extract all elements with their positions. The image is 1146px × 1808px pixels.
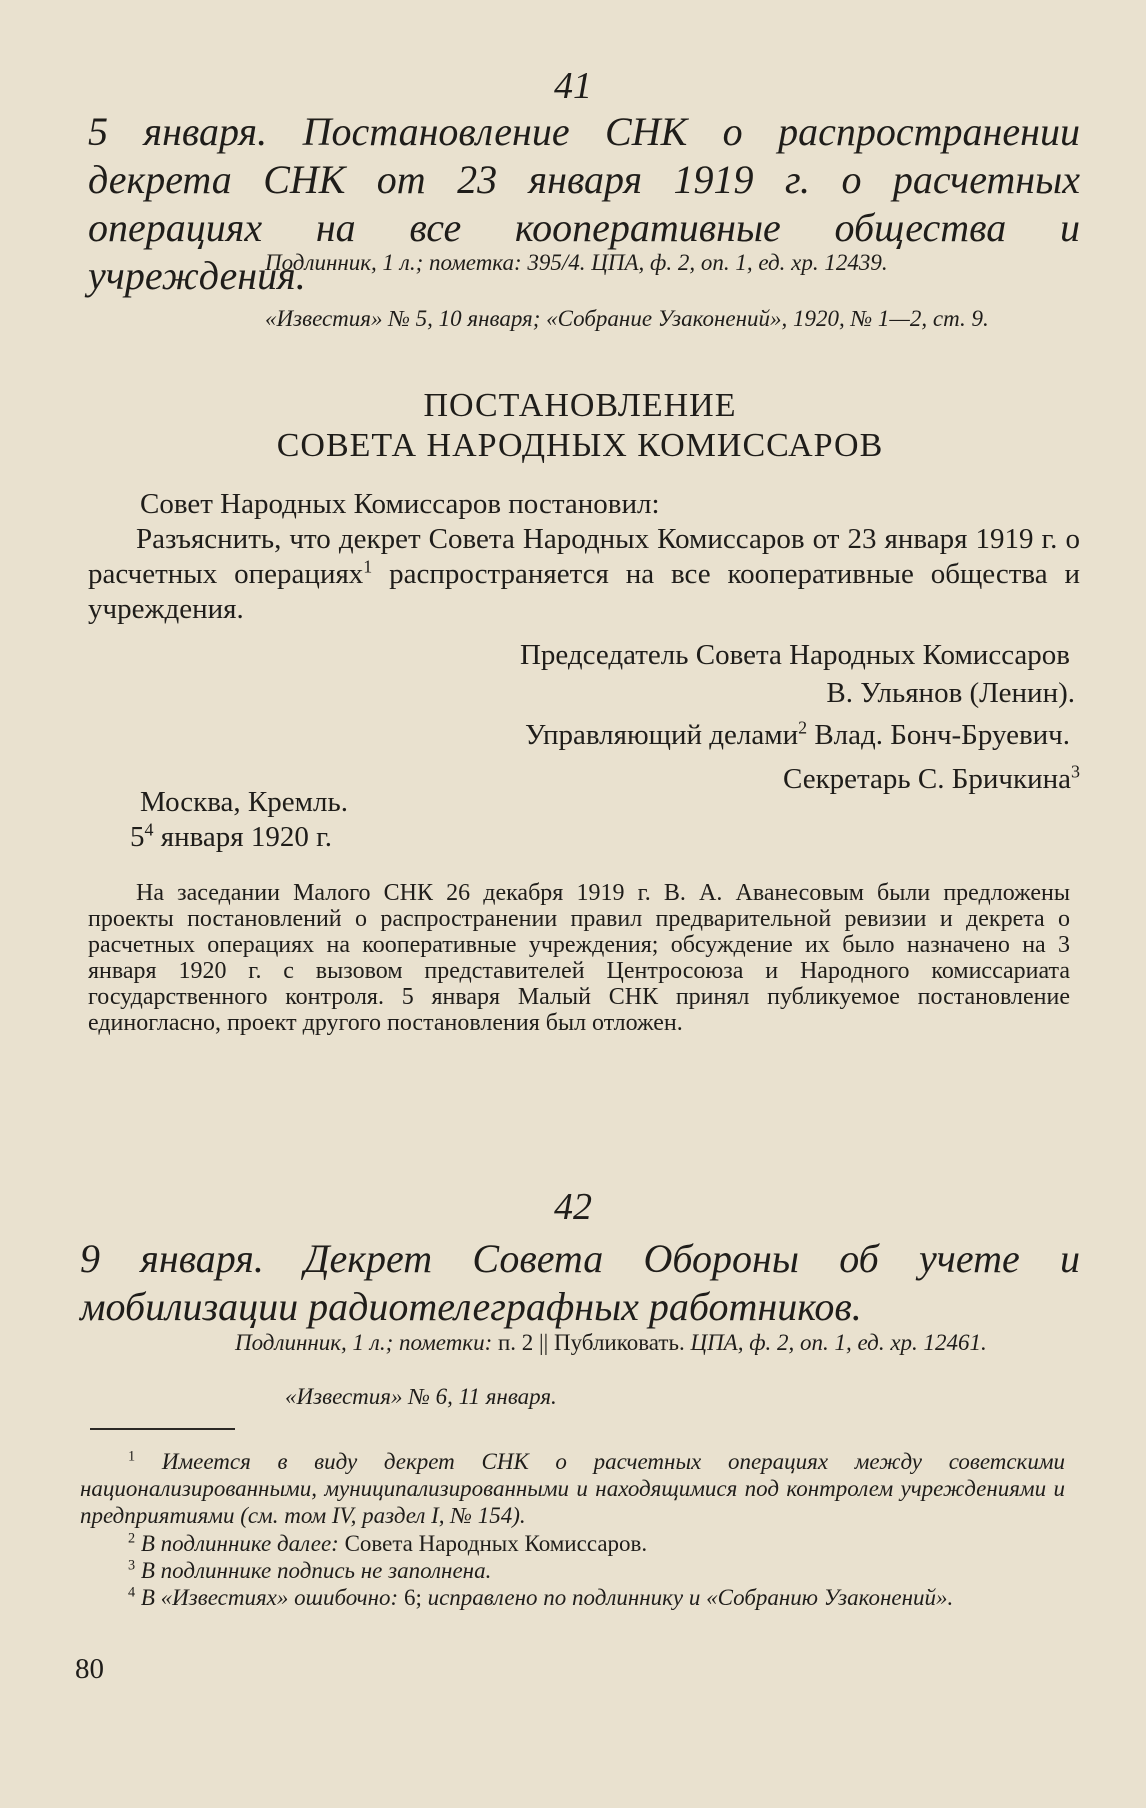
footnote-1 (80, 1448, 1065, 1529)
doc41-intro: Совет Народных Комиссаров постановил: (140, 488, 660, 520)
footnote-2-text: Совета Народных Комиссаров. (344, 1531, 648, 1556)
chair-name: В. Ульянов (Ленин). (826, 677, 1075, 709)
date-day: 5 (130, 821, 145, 853)
doc42-source-line2: «Известия» № 6, 11 января. (285, 1384, 557, 1409)
doc42-source-b: п. 2 || Публиковать. (497, 1330, 685, 1355)
footnote-2 (128, 1530, 1068, 1557)
doc41-title: 5 января. Постановление СНК о распространении декрета СНК от 23 января 1919 г. о расчетных операциях на все кооперативные общества и учреждения. (88, 109, 1080, 298)
footnote-ref-4: 4 (144, 819, 154, 840)
footnote-1-text: Имеется в виду декрет СНК о расчетных операциях между советскими национализированными, муниципализированными и находящимися под контролем учреждениями и предприятиями (см. том IV, раздел I, № 154). (80, 1449, 1065, 1528)
doc42-archive-source (235, 1330, 1070, 1356)
doc42-source-a: Подлинник, 1 л.; пометки: (235, 1330, 493, 1355)
doc41-source-line2: «Известия» № 5, 10 января; «Собрание Узаконений», 1920, № 1—2, ст. 9. (265, 306, 989, 331)
footnote-2-mark: 2 (128, 1530, 136, 1547)
page-number: 80 (75, 1653, 104, 1685)
footnote-ref-2: 2 (798, 717, 808, 738)
doc-number-41: 41 (554, 65, 592, 107)
chair-title: Председатель Совета Народных Комиссаров (519, 639, 1070, 671)
doc42-title: 9 января. Декрет Совета Обороны об учете и мобилизации радиотелеграфных работников. (80, 1236, 1080, 1329)
doc-number-42: 42 (554, 1186, 592, 1228)
footnote-ref-1: 1 (363, 556, 373, 577)
manager-signature (300, 718, 1070, 753)
place: Москва, Кремль. (140, 786, 348, 818)
footnote-4 (80, 1584, 1065, 1611)
doc41-commentary: На заседании Малого СНК 26 декабря 1919 г. В. А. Аванесовым были предложены проекты постановлений о распространении правил предварительной ревизии и декрета о расчетных операциях на кооперативные учреждения; обсуждение их было назначено на 3 января 1920 г. с вызовом представителей Центросоюза и Народного комиссариата государственного контроля. 5 января Малый СНК принял публикуемое постановление единогласно, проект другого постановления был отложен. (88, 880, 1070, 1036)
date-rest: января 1920 г. (160, 821, 332, 853)
footnote-3-mark: 3 (128, 1557, 136, 1574)
footnote-2-label: В подлиннике далее: (140, 1531, 339, 1556)
doc42-publication-source (285, 1384, 1065, 1410)
resolution-text-1: Разъяснить, что декрет Совета Народных Комиссаров от 23 января 1919 г. о расчетных операциях (88, 523, 1080, 590)
doc42-source-c: ЦПА, ф. 2, оп. 1, ед. хр. 12461. (690, 1330, 987, 1355)
footnote-4-text: исправлено по подлиннику и «Собранию Узаконений». (427, 1585, 954, 1610)
manager-name: Влад. Бонч-Бруевич. (814, 719, 1070, 751)
resolution-text-2: распространяется на все кооперативные общества и учреждения. (88, 558, 1080, 625)
footnote-ref-3: 3 (1071, 761, 1080, 782)
footnote-3-text: В подлиннике подпись не заполнена. (140, 1558, 492, 1583)
footnote-1-mark: 1 (128, 1448, 136, 1465)
footnote-3 (128, 1557, 1068, 1584)
footnote-4-value: 6; (403, 1585, 422, 1610)
manager-title: Управляющий делами (524, 719, 799, 751)
footnote-4-mark: 4 (128, 1584, 136, 1601)
doc41-source-line1: Подлинник, 1 л.; пометка: 395/4. ЦПА, ф. 2, оп. 1, ед. хр. 12439. (265, 250, 888, 275)
doc41-resolution (88, 522, 1080, 627)
doc41-archive-source (265, 250, 1080, 276)
date (130, 820, 630, 855)
doc41-heading-line1: ПОСТАНОВЛЕНИЕ (423, 387, 737, 424)
footnote-4-label: В «Известиях» ошибочно: (140, 1585, 399, 1610)
footnote-divider (90, 1428, 235, 1430)
doc41-publication-source (265, 306, 1080, 332)
doc41-heading-line2: СОВЕТА НАРОДНЫХ КОМИССАРОВ (276, 427, 884, 464)
secretary-name: Секретарь С. Бричкина (783, 763, 1072, 795)
